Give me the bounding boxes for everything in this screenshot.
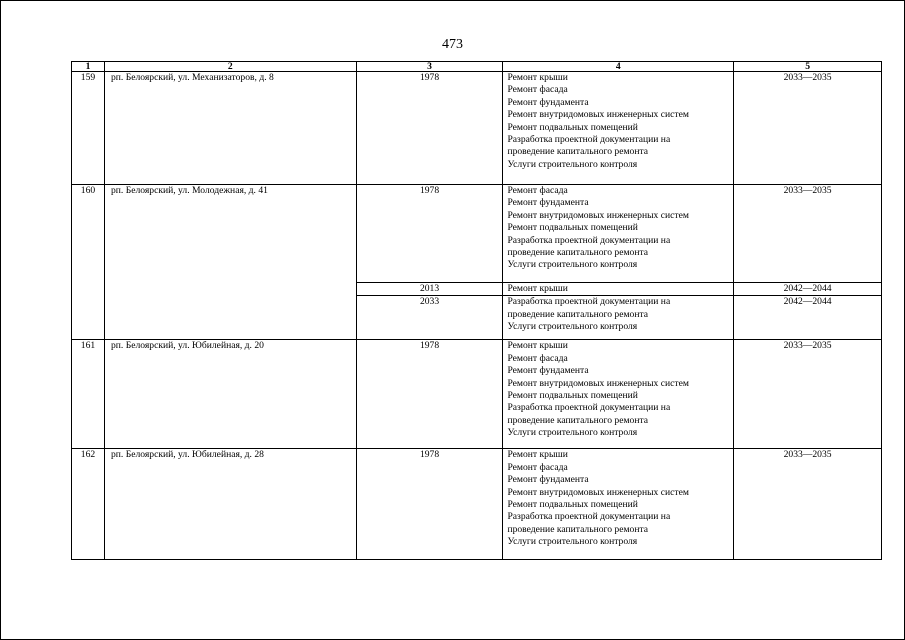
column-header-2: 2 — [104, 62, 356, 72]
work-item: Разработка проектной документации на — [507, 296, 671, 308]
work-item: Ремонт фасада — [507, 461, 568, 473]
column-header-5: 5 — [734, 62, 882, 72]
work-item: проведение капитального ремонта — [507, 146, 649, 158]
work-item: Ремонт фасада — [507, 185, 568, 196]
work-item: проведение капитального ремонта — [507, 523, 649, 535]
record-number: 159 — [72, 72, 105, 185]
work-item: Ремонт внутридомовых инженерных систем — [507, 377, 689, 389]
work-item: Ремонт крыши — [507, 449, 568, 461]
work-item: проведение капитального ремонта — [507, 308, 649, 320]
record-year: 1978 — [356, 185, 503, 283]
record-period: 2033—2035 — [734, 449, 882, 560]
record-period: 2042—2044 — [734, 296, 882, 340]
work-item: Ремонт внутридомовых инженерных систем — [507, 109, 689, 121]
work-item: Ремонт подвальных помещений — [507, 390, 638, 402]
record-year: 1978 — [356, 72, 503, 185]
work-item: Разработка проектной документации на — [507, 134, 671, 146]
record-works — [503, 449, 734, 560]
work-item: Услуги строительного контроля — [507, 259, 638, 271]
record-year: 1978 — [356, 340, 503, 449]
record-period: 2033—2035 — [734, 72, 882, 185]
work-item: Ремонт крыши — [507, 340, 568, 352]
work-item: Ремонт внутридомовых инженерных систем — [507, 486, 689, 498]
column-header-3: 3 — [356, 62, 503, 72]
work-item: Разработка проектной документации на — [507, 511, 671, 523]
record-period: 2033—2035 — [734, 340, 882, 449]
record-period: 2042—2044 — [734, 283, 882, 296]
work-item: Ремонт фундамента — [507, 365, 589, 377]
repair-schedule-table — [71, 61, 882, 560]
work-item: Разработка проектной документации на — [507, 234, 671, 246]
work-item: Ремонт фасада — [507, 352, 568, 364]
record-works — [503, 296, 734, 340]
work-item: Ремонт крыши — [507, 283, 568, 294]
page-number: 473 — [442, 37, 463, 52]
work-item: Услуги строительного контроля — [507, 536, 638, 548]
record-number: 162 — [72, 449, 105, 560]
record-address: рп. Белоярский, ул. Юбилейная, д. 20 — [104, 340, 356, 449]
record-number: 160 — [72, 185, 105, 340]
record-works — [503, 283, 734, 296]
work-item: Ремонт фундамента — [507, 96, 589, 108]
record-works — [503, 340, 734, 449]
record-address: рп. Белоярский, ул. Молодежная, д. 41 — [104, 185, 356, 340]
table-row — [72, 72, 882, 185]
table-row — [72, 340, 882, 449]
work-item: Ремонт внутридомовых инженерных систем — [507, 209, 689, 221]
record-works — [503, 72, 734, 185]
work-item: Ремонт фундамента — [507, 197, 589, 209]
work-item: Услуги строительного контроля — [507, 321, 638, 333]
work-item: Ремонт подвальных помещений — [507, 121, 638, 133]
column-header-1: 1 — [72, 62, 105, 72]
work-item: проведение капитального ремонта — [507, 247, 649, 259]
record-year: 2033 — [356, 296, 503, 340]
work-item: Ремонт подвальных помещений — [507, 222, 638, 234]
column-number-row — [72, 62, 882, 72]
work-item: Ремонт фасада — [507, 84, 568, 96]
work-item: Разработка проектной документации на — [507, 402, 671, 414]
record-number: 161 — [72, 340, 105, 449]
work-item: Ремонт подвальных помещений — [507, 499, 638, 511]
record-address: рп. Белоярский, ул. Юбилейная, д. 28 — [104, 449, 356, 560]
column-header-4: 4 — [503, 62, 734, 72]
work-item: Услуги строительного контроля — [507, 427, 638, 439]
record-period: 2033—2035 — [734, 185, 882, 283]
record-address: рп. Белоярский, ул. Механизаторов, д. 8 — [104, 72, 356, 185]
record-works — [503, 185, 734, 283]
record-year: 2013 — [356, 283, 503, 296]
work-item: Ремонт фундамента — [507, 474, 589, 486]
table-row — [72, 185, 882, 283]
work-item: Услуги строительного контроля — [507, 158, 638, 170]
table-row — [72, 449, 882, 560]
record-year: 1978 — [356, 449, 503, 560]
work-item: Ремонт крыши — [507, 72, 568, 83]
work-item: проведение капитального ремонта — [507, 414, 649, 426]
